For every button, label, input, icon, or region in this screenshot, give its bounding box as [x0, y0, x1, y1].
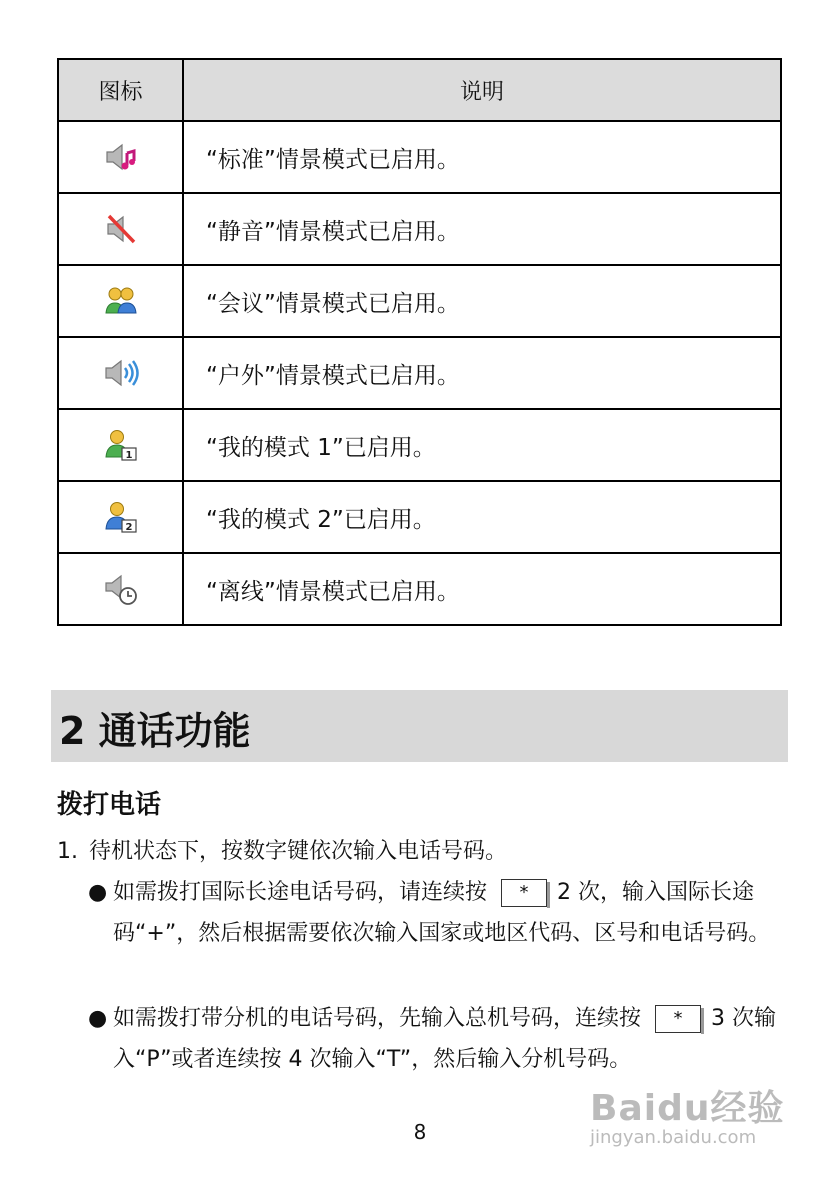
bullet-icon: ● [88, 1006, 108, 1031]
row-description: “我的模式 2”已启用。 [183, 481, 781, 553]
step-item [57, 834, 507, 865]
section-title: 2 通话功能 [59, 709, 251, 753]
page-number: 8 [413, 1120, 427, 1144]
profile-icon-table [57, 58, 782, 626]
table-row [58, 553, 781, 625]
speaker-music-icon [103, 139, 139, 175]
watermark-url: jingyan.baidu.com [590, 1127, 757, 1148]
star-key-icon: * [655, 1005, 701, 1033]
svg-text:1: 1 [125, 450, 132, 461]
table-row [58, 337, 781, 409]
bullet-text-before: 如需拨打带分机的电话号码，先输入总机号码，连续按 [113, 1006, 642, 1031]
header-icon: 图标 [58, 59, 183, 121]
row-description: “离线”情景模式已启用。 [183, 553, 781, 625]
bullet-text-after: 3 次输入“P”或者连续按 4 次输入“T”，然后输入分机号码。 [113, 1006, 777, 1072]
row-description: “静音”情景模式已启用。 [183, 193, 781, 265]
table-header-row [58, 59, 781, 121]
bullet-text-after: 2 次，输入国际长途码“+”，然后根据需要依次输入国家或地区代码、区号和电话号码。 [113, 880, 771, 946]
step-text: 待机状态下，按数字键依次输入电话号码。 [89, 839, 508, 864]
table-row [58, 265, 781, 337]
list-item [88, 998, 778, 1080]
table-row [58, 193, 781, 265]
bullet-text-before: 如需拨打国际长途电话号码，请连续按 [113, 880, 488, 905]
svg-text:2: 2 [125, 522, 132, 533]
step-number: 1. [57, 839, 78, 864]
header-description: 说明 [183, 59, 781, 121]
speaker-clock-icon [103, 571, 139, 607]
watermark-logo [590, 1080, 790, 1160]
table-row [58, 121, 781, 193]
user-profile-1-icon [103, 427, 139, 463]
speaker-loud-icon [103, 355, 139, 391]
table-row [58, 481, 781, 553]
row-description: “标准”情景模式已启用。 [183, 121, 781, 193]
row-description: “户外”情景模式已启用。 [183, 337, 781, 409]
user-profile-2-icon [103, 499, 139, 535]
star-key-icon: * [501, 879, 547, 907]
table-row [58, 409, 781, 481]
bullet-icon: ● [88, 880, 108, 905]
row-description: “我的模式 1”已启用。 [183, 409, 781, 481]
speaker-muted-icon [103, 211, 139, 247]
subheading: 拨打电话 [57, 790, 162, 820]
row-description: “会议”情景模式已启用。 [183, 265, 781, 337]
list-item [88, 872, 778, 954]
meeting-people-icon [103, 283, 139, 319]
section-header [51, 690, 788, 762]
watermark-main: Baidu经验 [590, 1088, 785, 1129]
